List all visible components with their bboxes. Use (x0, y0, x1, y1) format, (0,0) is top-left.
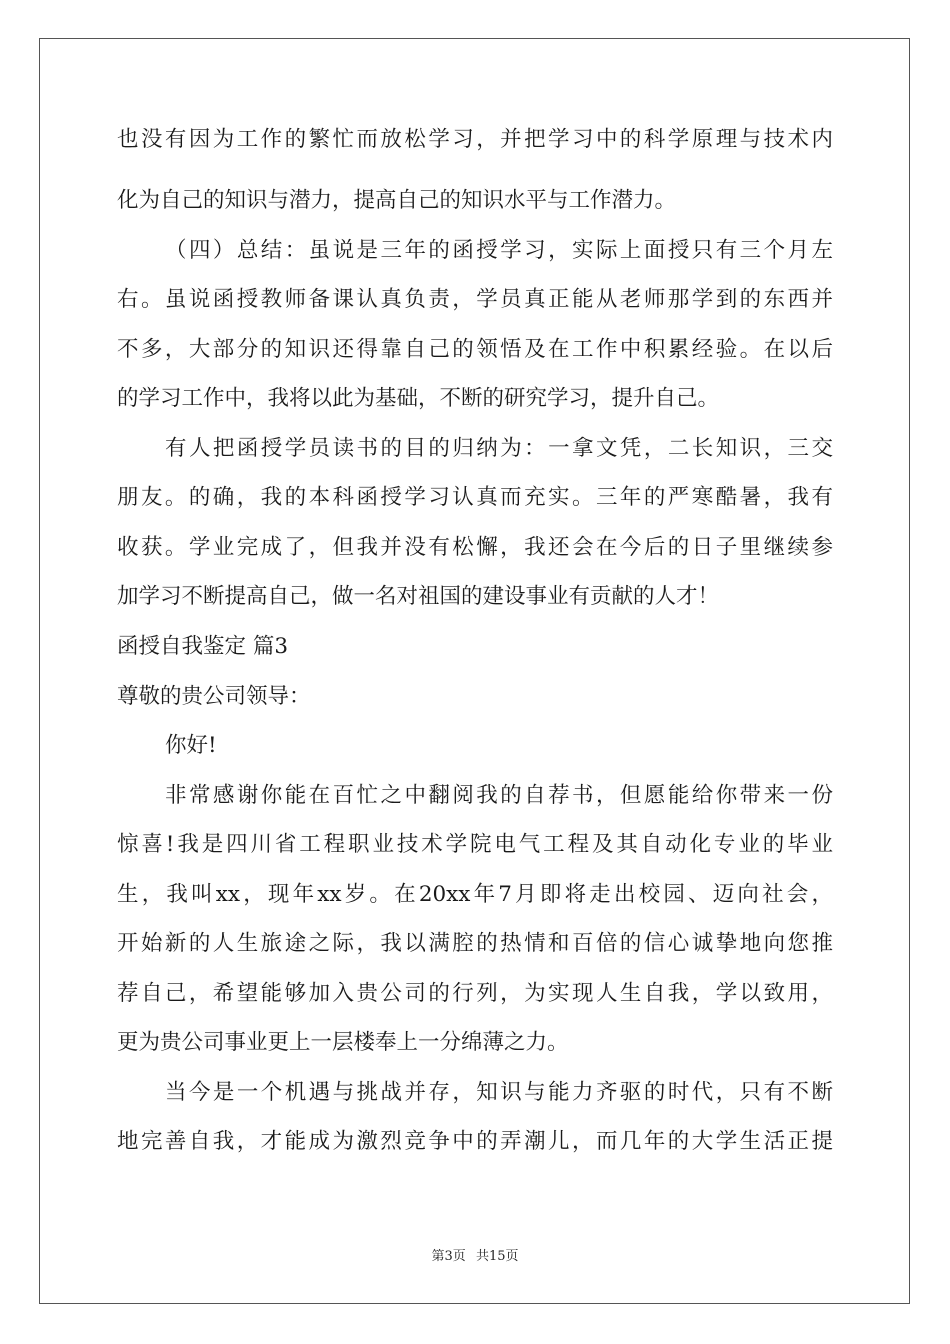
text-line: 朋友。的确，我的本科函授学习认真而充实。三年的严寒酷暑，我有 (117, 485, 833, 510)
greeting: 你好! (165, 733, 217, 758)
text-line: 也没有因为工作的繁忙而放松学习，并把学习中的科学原理与技术内 (117, 127, 833, 152)
text-line: 荐自己，希望能够加入贵公司的行列，为实现人生自我，学以致用， (117, 981, 833, 1006)
text-line: 不多，大部分的知识还得靠自己的领悟及在工作中积累经验。在以后 (117, 337, 833, 362)
page-total: 共15页 (475, 1249, 519, 1264)
text-line: 惊喜!我是四川省工程职业技术学院电气工程及其自动化专业的毕业 (117, 832, 833, 857)
text-line: 加学习不断提高自己，做一名对祖国的建设事业有贡献的人才！ (117, 584, 720, 609)
text-line: 生，我叫xx，现年xx岁。在20xx年7月即将走出校园、迈向社会， (117, 882, 833, 907)
text-line: 的学习工作中，我将以此为基础，不断的研究学习，提升自己。 (117, 386, 720, 411)
page-border (39, 38, 910, 1304)
section-heading: 函授自我鉴定 篇3 (117, 634, 289, 659)
page-footer (0, 1249, 950, 1265)
page-number: 第3页 (431, 1249, 466, 1264)
text-line: 非常感谢你能在百忙之中翻阅我的自荐书，但愿能给你带来一份 (165, 783, 833, 808)
text-line: 化为自己的知识与潜力，提高自己的知识水平与工作潜力。 (117, 188, 677, 213)
text-line: 右。虽说函授教师备课认真负责，学员真正能从老师那学到的东西并 (117, 287, 833, 312)
text-line: 更为贵公司事业更上一层楼奉上一分绵薄之力。 (117, 1030, 569, 1055)
text-line: （四）总结：虽说是三年的函授学习，实际上面授只有三个月左 (165, 238, 833, 263)
text-line: 收获。学业完成了，但我并没有松懈，我还会在今后的日子里继续参 (117, 535, 833, 560)
text-line: 地完善自我，才能成为激烈竞争中的弄潮儿，而几年的大学生活正提 (117, 1129, 833, 1154)
salutation: 尊敬的贵公司领导： (117, 684, 311, 709)
text-line: 开始新的人生旅途之际，我以满腔的热情和百倍的信心诚挚地向您推 (117, 931, 833, 956)
text-line: 有人把函授学员读书的目的归纳为：一拿文凭，二长知识，三交 (165, 436, 833, 461)
text-line: 当今是一个机遇与挑战并存，知识与能力齐驱的时代，只有不断 (165, 1080, 833, 1105)
